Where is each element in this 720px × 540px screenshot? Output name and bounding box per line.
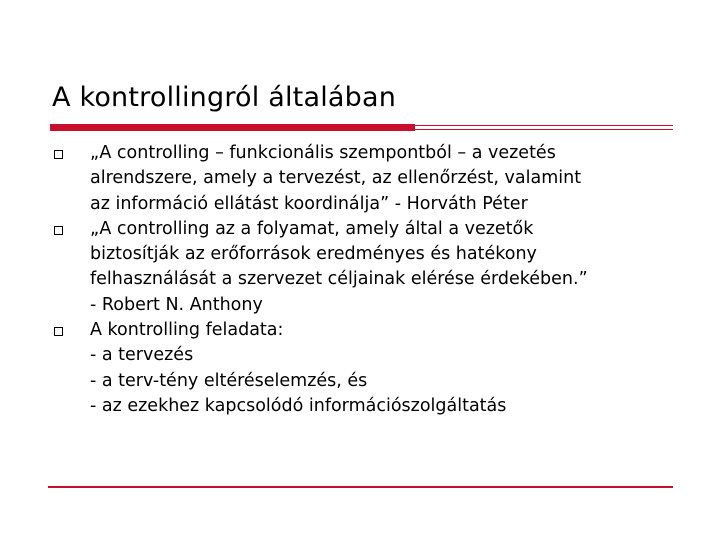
- title-underline-thin-bottom: [415, 129, 673, 130]
- square-bullet-icon: [54, 150, 63, 159]
- bullet-item-anthony-quote: [50, 217, 680, 318]
- title-underline-thick: [50, 124, 415, 131]
- title-underline-thin-top: [415, 125, 673, 126]
- square-bullet-icon: [54, 327, 63, 336]
- bullet-text: A kontrolling feladata: - a tervezés - a terv-tény eltéréselemzés, és - az ezekhez kapcsolódó információszolgáltatás: [90, 320, 507, 416]
- bullet-item-controlling-tasks: [50, 318, 680, 419]
- bullet-item-horvath-quote: [50, 141, 680, 217]
- bullet-list: [50, 141, 680, 419]
- bullet-text: „A controlling – funkcionális szempontból – a vezetés alrendszere, amely a tervezést, az ellenőrzést, valamint az információ ellátást koordinálja” - Horváth Péter: [90, 143, 582, 214]
- footer-rule: [48, 486, 673, 488]
- square-bullet-icon: [54, 226, 63, 235]
- slide-title: A kontrollingról általában: [52, 82, 397, 113]
- bullet-text: „A controlling az a folyamat, amely által a vezetők biztosítják az erőforrások eredményes és hatékony felhasználását a szervezet céljainak elérése érdekében.” - Robert N. Anthony: [90, 218, 588, 315]
